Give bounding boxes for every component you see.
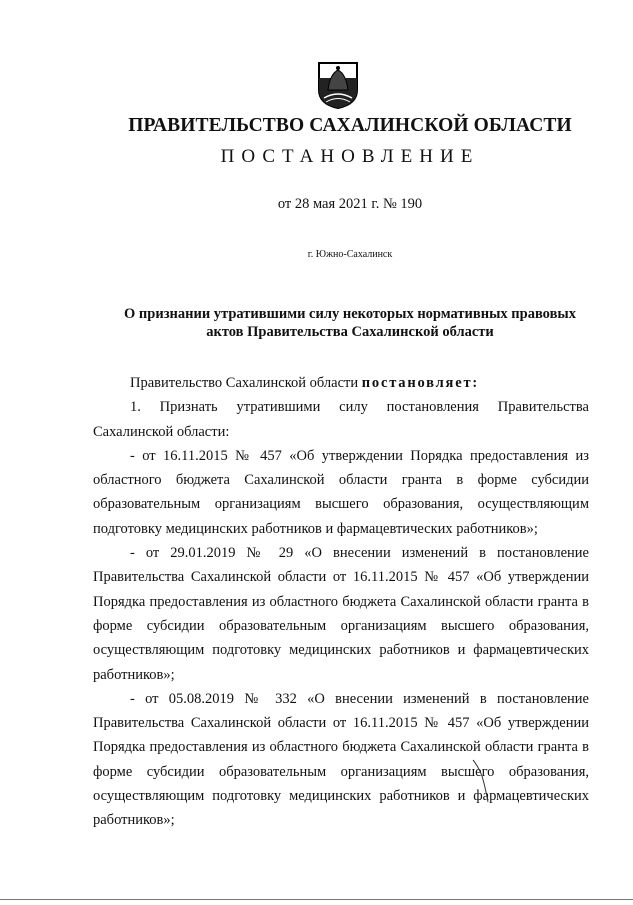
subitem-2-paragraph: - от 29.01.2019 № 29 «О внесении изменений в постановление Правительства Сахалинской области от 16.11.2015 № 457 «Об утверждении Порядка предоставления из областного бюджета Сахалинской области гранта в форме субсидии образовательным организациям высшего образования, осуществляющим подготовку медицинских работников и фармацевтических работников»;: [93, 545, 589, 683]
intro-paragraph: [93, 371, 589, 395]
scan-edge-line: [0, 899, 633, 900]
document-type: ПОСТАНОВЛЕНИЕ: [220, 146, 480, 167]
title-line-2: актов Правительства Сахалинской области: [206, 324, 494, 340]
subitem-1-paragraph: - от 16.11.2015 № 457 «Об утверждении Порядка предоставления из областного бюджета Сахалинской области гранта в форме субсидии образовательным организациям высшего образования, осуществляющим подготовку медицинских работников и фармацевтических работников»;: [93, 447, 589, 537]
document-date-number: от 28 мая 2021 г. № 190: [277, 196, 423, 212]
coat-of-arms-icon: [316, 60, 360, 110]
document-title: [60, 305, 633, 341]
document-city: г. Южно-Сахалинск: [307, 249, 393, 260]
intro-verb: постановляет:: [361, 375, 479, 391]
title-line-1: О признании утратившими силу некоторых нормативных правовых: [124, 306, 576, 322]
organization-name: ПРАВИТЕЛЬСТВО САХАЛИНСКОЙ ОБЛАСТИ: [128, 115, 572, 136]
intro-prefix: Правительство Сахалинской области: [130, 375, 362, 391]
pen-mark: [470, 756, 540, 806]
item-1-paragraph: 1. Признать утратившими силу постановления Правительства Сахалинской области:: [93, 399, 589, 440]
subitem-3-paragraph: - от 05.08.2019 № 332 «О внесении изменений в постановление Правительства Сахалинской области от 16.11.2015 № 457 «Об утверждении Порядка предоставления из областного бюджета Сахалинской области гранта в форме субсидии образовательным организациям высшего образования, осуществляющим подготовку медицинских работников и фармацевтических работников»;: [93, 690, 589, 829]
